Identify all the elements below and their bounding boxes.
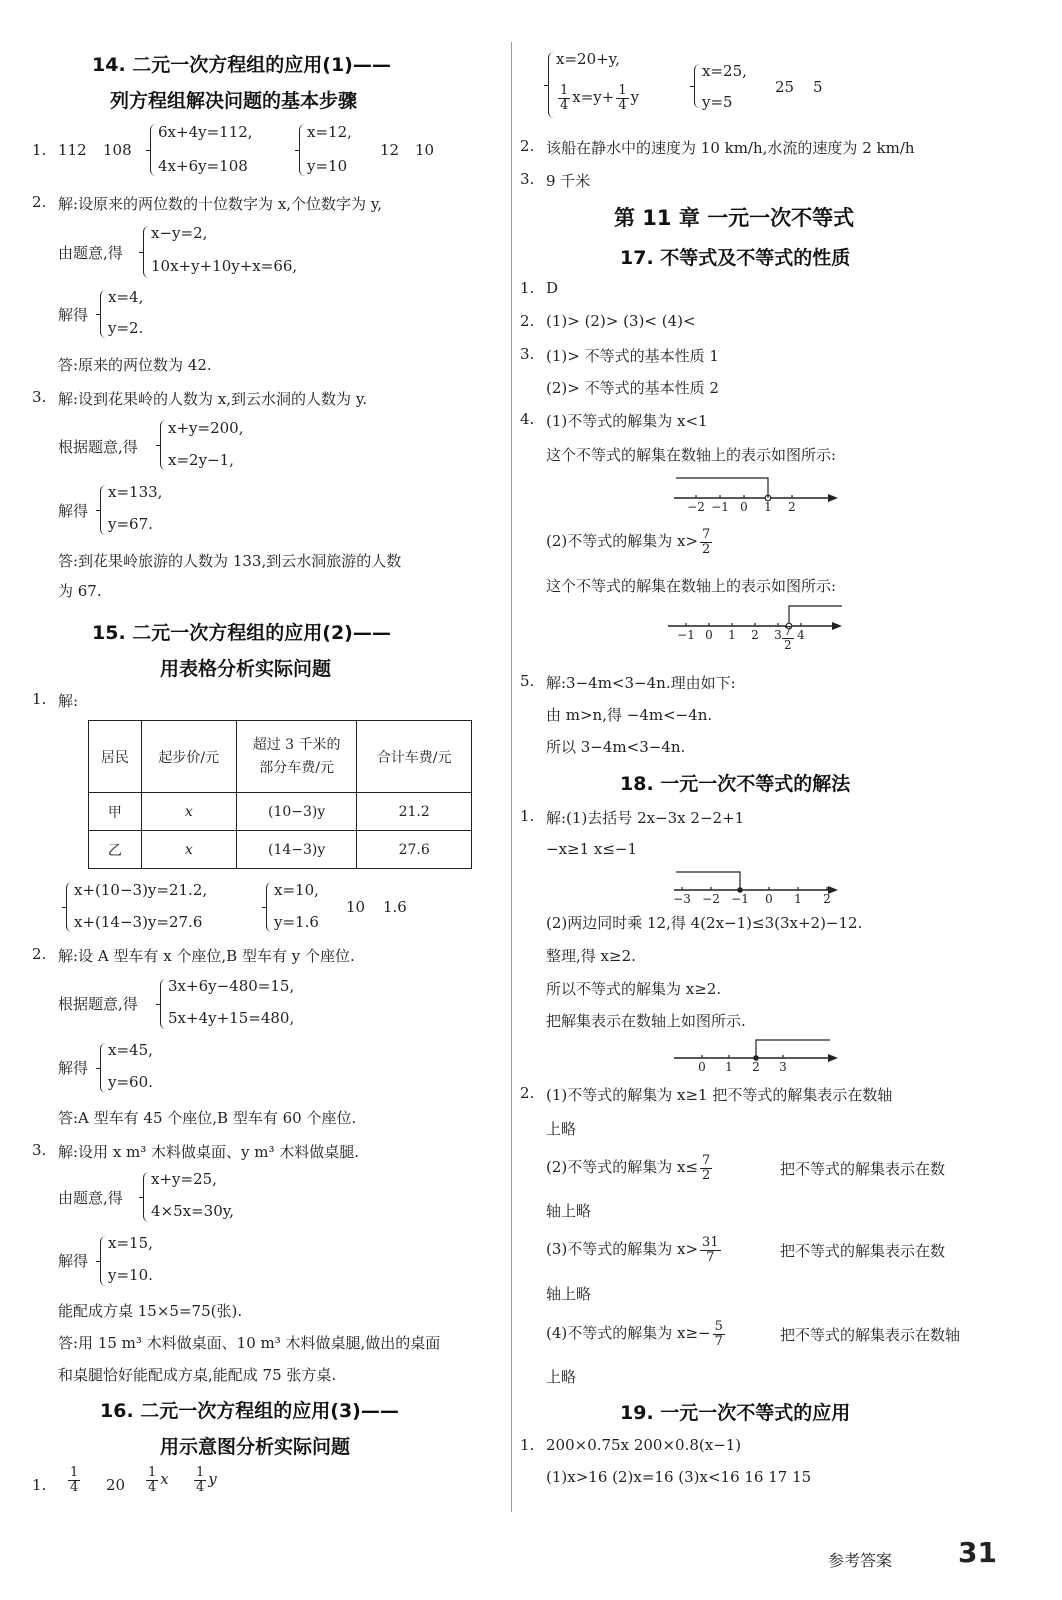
- number-line-4: [672, 1036, 842, 1076]
- table-header: 居民: [89, 721, 142, 793]
- answer-text: 9 千米: [546, 172, 591, 190]
- solution-line: x=4,: [108, 288, 144, 306]
- column-divider: [511, 42, 512, 1512]
- answer-text: 为 67.: [58, 582, 102, 600]
- solution-line: y=60.: [108, 1073, 153, 1091]
- tick-label: 0: [705, 628, 713, 642]
- question-number: 5.: [520, 672, 535, 690]
- equation-brace: [143, 1172, 149, 1222]
- tick-label: 3: [774, 628, 782, 642]
- numerator: 1: [196, 1465, 205, 1480]
- equation-line: x+(10−3)y=21.2,: [74, 881, 208, 899]
- tick-label: 3: [779, 1060, 787, 1074]
- table-cell: 21.2: [357, 793, 472, 831]
- question-number: 2.: [32, 945, 47, 963]
- answer-text: (2)> 不等式的基本性质 2: [546, 379, 719, 397]
- equation-line: [556, 84, 639, 112]
- answer-text: 答:原来的两位数为 42.: [58, 356, 212, 374]
- fraction: [700, 1154, 712, 1182]
- tick-label: 2: [788, 500, 796, 514]
- equation-line: 4x+6y=108: [158, 157, 248, 175]
- equation-text: x=y+: [572, 88, 615, 107]
- equation-brace: [143, 226, 149, 278]
- chapter-title: 第 11 章 一元一次不等式: [614, 206, 855, 230]
- answer-text: (1)x>16 (2)x=16 (3)x<16 16 17 15: [546, 1468, 812, 1486]
- answer-text: 这个不等式的解集在数轴上的表示如图所示:: [546, 577, 837, 595]
- answer-text: (1)不等式的解集为 x≥1 把不等式的解集表示在数轴: [546, 1086, 893, 1104]
- question-number: 2.: [32, 193, 47, 211]
- numerator: 5: [714, 1319, 723, 1334]
- answer-value: 10: [346, 898, 366, 916]
- table-row: [89, 831, 472, 869]
- tick-label: 2: [752, 1060, 760, 1074]
- numerator: 7: [702, 1153, 711, 1168]
- question-number: 2.: [520, 312, 535, 330]
- numerator: 1: [560, 83, 569, 98]
- table-header: 合计车费/元: [357, 721, 472, 793]
- number-line-1: [672, 472, 842, 516]
- tick-label: 1: [725, 1060, 733, 1074]
- table-cell: x: [141, 793, 236, 831]
- answer-text: 由题意,得: [58, 244, 123, 262]
- numerator: 1: [70, 1465, 79, 1480]
- denominator: 4: [560, 97, 569, 113]
- equation-brace: [66, 882, 72, 932]
- fraction: [558, 84, 570, 112]
- solution-line: y=10: [307, 157, 348, 175]
- question-number: 2.: [520, 1084, 535, 1102]
- answer-value: 112: [58, 141, 87, 159]
- numerator: 31: [702, 1235, 719, 1250]
- equation-brace: [150, 124, 156, 176]
- denominator: 4: [70, 1479, 79, 1495]
- answer-text: 轴上略: [546, 1285, 592, 1303]
- equation-brace: [100, 290, 106, 338]
- denominator: 7: [714, 1333, 723, 1349]
- equation-line: x+y=25,: [151, 1170, 217, 1188]
- section-subtitle: 用示意图分析实际问题: [160, 1436, 351, 1458]
- answer-text: 解得: [58, 1252, 89, 1270]
- solution-ray: [676, 478, 768, 498]
- solution-line: y=5: [702, 93, 733, 111]
- answer-text: D: [546, 279, 559, 297]
- answer-value: 10: [415, 141, 435, 159]
- answer-text: 该船在静水中的速度为 10 km/h,水流的速度为 2 km/h: [546, 139, 915, 157]
- equation-brace: [266, 882, 272, 932]
- equation-brace: [548, 52, 554, 118]
- equation-line: x=2y−1,: [168, 451, 234, 469]
- solution-line: x=12,: [307, 123, 352, 141]
- fraction-answer: [66, 1466, 82, 1494]
- solution-line: x=133,: [108, 483, 163, 501]
- table-header: 起步价/元: [141, 721, 236, 793]
- denominator: 2: [702, 541, 711, 557]
- question-number: 1.: [32, 141, 47, 159]
- tick-label: −1: [711, 500, 729, 514]
- table-row: [89, 793, 472, 831]
- answer-text: 由 m>n,得 −4m<−4n.: [546, 706, 713, 724]
- equation-brace: [100, 1236, 106, 1286]
- axis-arrow: [828, 1054, 838, 1062]
- question-number: 1.: [520, 279, 535, 297]
- equation-line: 10x+y+10y+x=66,: [151, 257, 298, 275]
- answer-text-part: (3)不等式的解集为 x>: [546, 1240, 699, 1259]
- answer-value: 25: [775, 78, 795, 96]
- table-cell: 27.6: [357, 831, 472, 869]
- question-number: 1.: [520, 807, 535, 825]
- table-cell: x: [141, 831, 236, 869]
- tick-label: −2: [702, 892, 720, 906]
- page-number: 31: [958, 1536, 997, 1569]
- fraction: [713, 1320, 725, 1348]
- question-number: 3.: [32, 1141, 47, 1159]
- tick-label: 1: [764, 500, 772, 514]
- answer-text: 答:用 15 m³ 木料做桌面、10 m³ 木料做桌腿,做出的桌面: [58, 1334, 441, 1352]
- table-cell: 甲: [89, 793, 142, 831]
- equation-line: 3x+6y−480=15,: [168, 977, 295, 995]
- tick-label: 1: [794, 892, 802, 906]
- axis-arrow: [828, 494, 838, 502]
- denominator: 4: [618, 97, 627, 113]
- equation-line: x+y=200,: [168, 419, 244, 437]
- fraction: [616, 84, 628, 112]
- equation-line: 4×5x=30y,: [151, 1202, 235, 1220]
- table-header: [236, 721, 356, 793]
- answer-text: 根据题意,得: [58, 995, 138, 1013]
- table-cell: (14−3)y: [236, 831, 356, 869]
- table-header-line: 部分车费/元: [259, 759, 334, 776]
- tick-label: 0: [740, 500, 748, 514]
- answer-text: (2)两边同时乘 12,得 4(2x−1)≤3(3x+2)−12.: [546, 914, 863, 932]
- answer-text: 答:到花果岭旅游的人数为 133,到云水洞旅游的人数: [58, 552, 402, 570]
- denominator: 7: [706, 1249, 715, 1265]
- answer-text: 能配成方桌 15×5=75(张).: [58, 1302, 243, 1320]
- answer-text: 解得: [58, 502, 89, 520]
- answer-text: 解:3−4m<3−4n.理由如下:: [546, 674, 736, 692]
- answer-text: [546, 1236, 723, 1264]
- tick-label: −1: [677, 628, 695, 642]
- answer-text: 解:(1)去括号 2x−3x 2−2+1: [546, 809, 745, 827]
- answer-text-part: (4)不等式的解集为 x≥−: [546, 1324, 711, 1343]
- question-number: 3.: [520, 170, 535, 188]
- answer-text: 根据题意,得: [58, 438, 138, 456]
- equation-line: x−y=2,: [151, 224, 208, 242]
- answer-text: 所以不等式的解集为 x≥2.: [546, 980, 722, 998]
- solution-ray: [676, 872, 740, 890]
- answer-text: 解:设到花果岭的人数为 x,到云水洞的人数为 y.: [58, 390, 368, 408]
- solution-line: x=45,: [108, 1041, 153, 1059]
- fraction: [194, 1466, 206, 1494]
- equation-line: 6x+4y=112,: [158, 123, 253, 141]
- answer-text: 答:A 型车有 45 个座位,B 型车有 60 个座位.: [58, 1109, 357, 1127]
- answer-text: −x≥1 x≤−1: [546, 840, 638, 858]
- answer-text: 由题意,得: [58, 1189, 123, 1207]
- table-cell: (10−3)y: [236, 793, 356, 831]
- answer-text: 解:设用 x m³ 木料做桌面、y m³ 木料做桌腿.: [58, 1143, 360, 1161]
- numerator: 1: [148, 1465, 157, 1480]
- number-line-3: [672, 868, 842, 908]
- section-title: 15. 二元一次方程组的应用(2)——: [92, 622, 391, 644]
- equation-line: x=20+y,: [556, 50, 620, 68]
- equation-line: x+(14−3)y=27.6: [74, 913, 203, 931]
- equation-brace: [100, 1043, 106, 1093]
- answer-value: 1.6: [383, 898, 407, 916]
- question-number: 4.: [520, 410, 535, 428]
- answer-text: 这个不等式的解集在数轴上的表示如图所示:: [546, 446, 837, 464]
- answer-text: 解:设原来的两位数的十位数字为 x,个位数字为 y,: [58, 195, 383, 213]
- answer-text: 整理,得 x≥2.: [546, 947, 636, 965]
- answer-text: 200×0.75x 200×0.8(x−1): [546, 1436, 742, 1454]
- answer-text: (1)> (2)> (3)< (4)<: [546, 312, 696, 330]
- tick-label: 4: [797, 628, 805, 642]
- answer-text: 所以 3−4m<3−4n.: [546, 738, 686, 756]
- table-header-row: [89, 721, 472, 793]
- answer-text: 上略: [546, 1120, 577, 1138]
- section-title: 19. 一元一次不等式的应用: [620, 1402, 851, 1424]
- answer-text: 和桌腿恰好能配成方桌,能配成 75 张方桌.: [58, 1366, 337, 1384]
- equation-brace: [160, 979, 166, 1029]
- question-number: 1.: [32, 690, 47, 708]
- question-number: 3.: [32, 388, 47, 406]
- denominator: 2: [702, 1167, 711, 1183]
- answer-value: 5: [813, 78, 823, 96]
- variable: y: [208, 1470, 217, 1489]
- numerator: 7: [702, 527, 711, 542]
- tick-label: −2: [687, 500, 705, 514]
- answer-text: 解得: [58, 306, 89, 324]
- answer-text: 把不等式的解集表示在数: [780, 1160, 946, 1178]
- section-title: 18. 一元一次不等式的解法: [620, 773, 851, 795]
- fraction: [68, 1466, 80, 1494]
- question-number: 1.: [32, 1476, 47, 1494]
- solution-line: x=10,: [274, 881, 319, 899]
- tick-label: 1: [728, 628, 736, 642]
- answer-text: 解:: [58, 692, 79, 710]
- answer-text-part: (2)不等式的解集为 x≤: [546, 1158, 699, 1177]
- equation-line: 5x+4y+15=480,: [168, 1009, 295, 1027]
- footer-label: 参考答案: [828, 1551, 893, 1570]
- tick-label: 2: [823, 892, 831, 906]
- equation-brace: [694, 64, 700, 108]
- tick-label: 2: [751, 628, 759, 642]
- fraction: [700, 528, 712, 556]
- number-line-2: [666, 602, 852, 660]
- denominator: 2: [784, 637, 792, 652]
- fraction-answer: [144, 1466, 169, 1494]
- answer-text: 上略: [546, 1368, 577, 1386]
- answer-text: 解得: [58, 1059, 89, 1077]
- axis-fraction-label: [780, 625, 796, 651]
- numerator: 1: [618, 83, 627, 98]
- section-subtitle: 用表格分析实际问题: [160, 658, 332, 680]
- tick-label: −1: [731, 892, 749, 906]
- fraction-answer: [192, 1466, 217, 1494]
- solution-line: y=1.6: [274, 913, 319, 931]
- solution-line: y=67.: [108, 515, 153, 533]
- tick-label: −3: [673, 892, 691, 906]
- equation-brace: [160, 420, 166, 470]
- question-number: 2.: [520, 137, 535, 155]
- variable: x: [160, 1470, 169, 1489]
- solution-line: x=25,: [702, 62, 747, 80]
- answer-text: 轴上略: [546, 1202, 592, 1220]
- fare-table: [88, 720, 472, 869]
- answer-text: 把解集表示在数轴上如图所示.: [546, 1012, 746, 1030]
- question-number: 3.: [520, 345, 535, 363]
- solution-line: y=2.: [108, 319, 144, 337]
- answer-value: 108: [103, 141, 132, 159]
- section-title: 14. 二元一次方程组的应用(1)——: [92, 54, 391, 76]
- answer-text: (1)不等式的解集为 x<1: [546, 412, 708, 430]
- answer-text: [546, 1154, 714, 1182]
- numerator: 7: [784, 624, 792, 638]
- variable: y: [630, 88, 640, 107]
- equation-brace: [299, 124, 305, 176]
- answer-text: [546, 1320, 727, 1348]
- question-number: 1.: [520, 1436, 535, 1454]
- answer-value: 12: [380, 141, 400, 159]
- denominator: 4: [148, 1479, 157, 1495]
- axis-arrow: [832, 622, 842, 630]
- tick-label: 0: [765, 892, 773, 906]
- answer-text: 把不等式的解集表示在数: [780, 1242, 946, 1260]
- tick-label: 0: [698, 1060, 706, 1074]
- answer-text: 把不等式的解集表示在数轴: [780, 1326, 961, 1344]
- answer-text: (1)> 不等式的基本性质 1: [546, 347, 719, 365]
- solution-line: y=10.: [108, 1266, 153, 1284]
- equation-brace: [100, 485, 106, 535]
- answer-text: 解:设 A 型车有 x 个座位,B 型车有 y 个座位.: [58, 947, 355, 965]
- table-header-line: 超过 3 千米的: [252, 737, 341, 754]
- fraction: [782, 625, 794, 651]
- answer-text-part: (2)不等式的解集为 x>: [546, 532, 699, 551]
- answer-text: [546, 528, 714, 556]
- solution-line: x=15,: [108, 1234, 153, 1252]
- section-title: 16. 二元一次方程组的应用(3)——: [100, 1400, 399, 1422]
- section-subtitle: 列方程组解决问题的基本步骤: [110, 90, 358, 112]
- section-title: 17. 不等式及不等式的性质: [620, 247, 851, 269]
- fraction: [146, 1466, 158, 1494]
- answer-value: 20: [106, 1476, 126, 1494]
- denominator: 4: [196, 1479, 205, 1495]
- fraction: [700, 1236, 721, 1264]
- table-cell: 乙: [89, 831, 142, 869]
- solution-ray: [756, 1040, 830, 1058]
